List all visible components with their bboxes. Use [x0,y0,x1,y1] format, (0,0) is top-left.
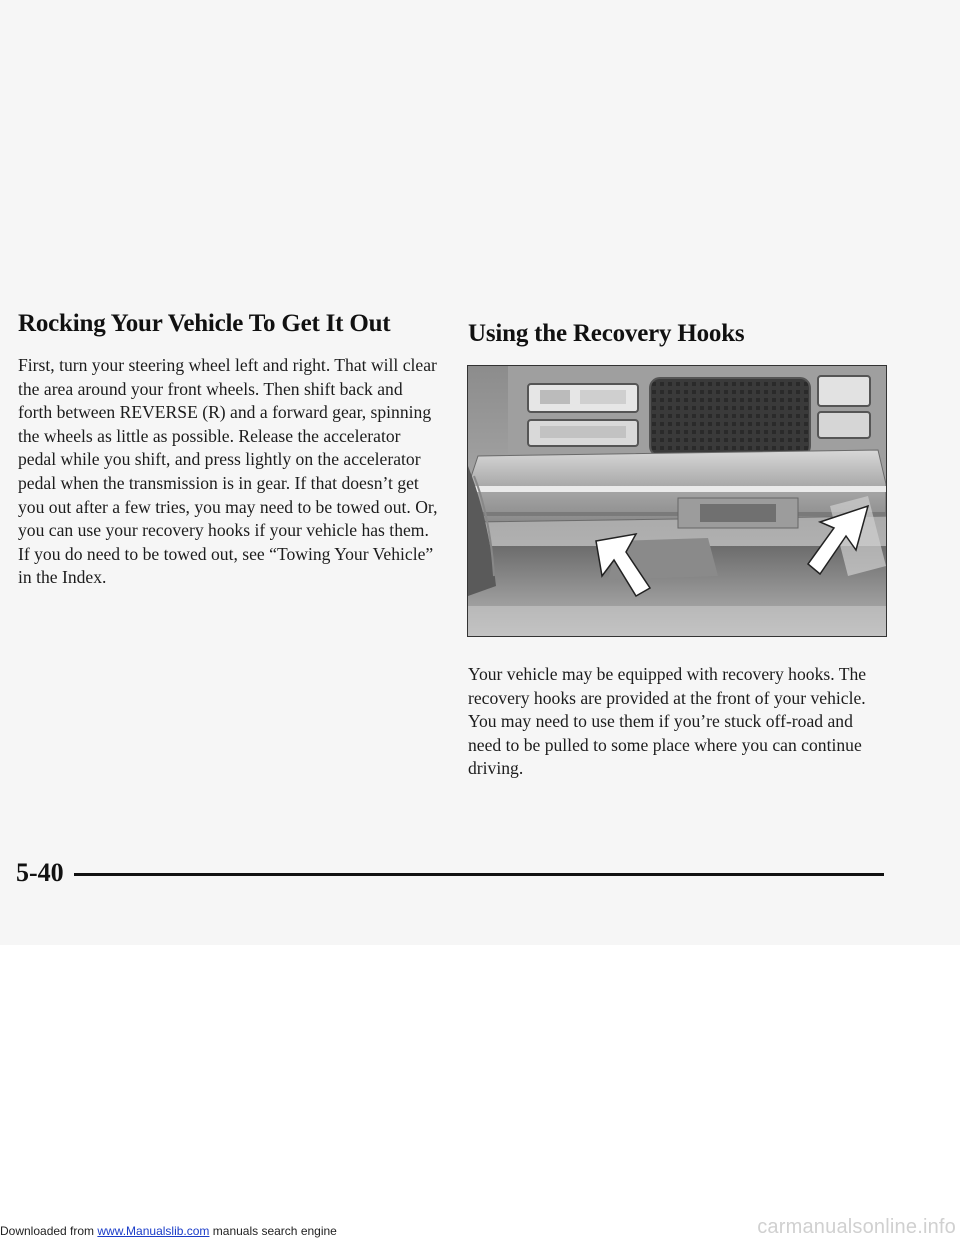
download-suffix: manuals search engine [209,1224,337,1238]
section-heading-recovery-hooks: Using the Recovery Hooks [468,320,745,347]
download-source-line [0,1224,337,1238]
watermark-text: carmanualsonline.info [757,1216,956,1238]
manualslib-link[interactable]: www.Manualslib.com [97,1224,210,1238]
vehicle-front-illustration [468,366,886,636]
rocking-paragraph: First, turn your steering wheel left and right. That will clear the area around your front wheels. Then shift back and forth between REVERSE (R) and a forward gear, spinning the wheels as little as possible. Release the accelerator pedal while you shift, and press lightly on the accelerator pedal when the transmission is in gear. If that doesn’t get you out after a few tries, you may need to be towed out. Or, you can use your recovery hooks if your vehicle has them. If you do need to be towed out, see “Towing Your Vehicle” in the Index. [18,355,438,588]
footer-rule [74,873,884,876]
section-heading-rocking: Rocking Your Vehicle To Get It Out [18,310,391,337]
vehicle-front-recovery-hooks-photo [467,365,887,637]
download-prefix: Downloaded from [0,1224,98,1238]
page-number: 5-40 [16,858,64,887]
recovery-hooks-paragraph: Your vehicle may be equipped with recovery hooks. The recovery hooks are provided at the front of your vehicle. You may need to use them if you’re stuck off-road and need to be pulled to some place where you can continue driving. [468,664,867,779]
lower-margin [0,945,960,1242]
